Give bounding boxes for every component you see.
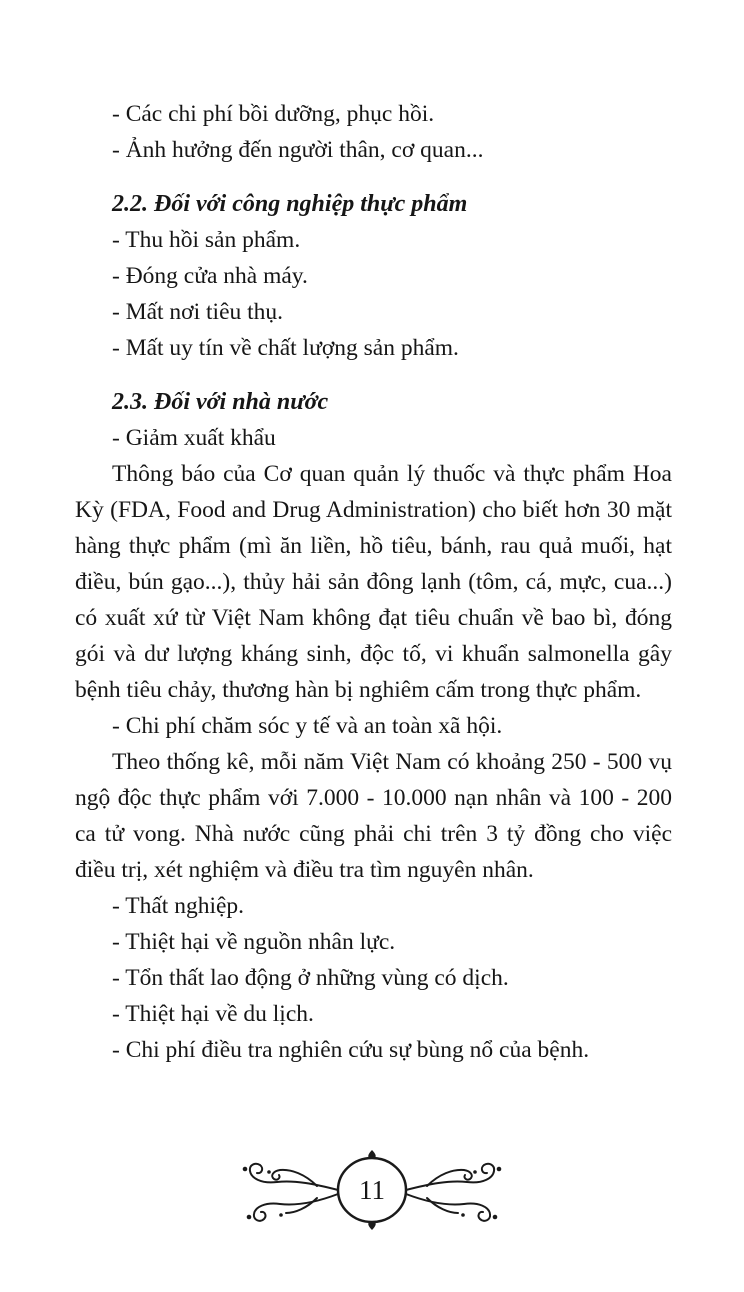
body-paragraph: Thông báo của Cơ quan quản lý thuốc và thực phẩm Hoa Kỳ (FDA, Food and Drug Administration) cho biết hơn 30 mặt hàng thực phẩm (mì ăn liền, hồ tiêu, bánh, rau quả muối, hạt điều, bún gạo...), thủy hải sản đông lạnh (tôm, cá, mực, cua...) có xuất xứ từ Việt Nam không đạt tiêu chuẩn về bao bì, đóng gói và dư lượng kháng sinh, độc tố, vi khuẩn salmonella gây bệnh tiêu chảy, thương hàn bị nghiêm cấm trong thực phẩm.: [75, 461, 672, 703]
list-item: - Tổn thất lao động ở những vùng có dịch.: [112, 965, 509, 991]
list-item: - Thất nghiệp.: [112, 893, 245, 919]
list-item: - Ảnh hưởng đến người thân, cơ quan...: [112, 137, 484, 163]
page-number: 11: [359, 1175, 385, 1205]
list-item: - Đóng cửa nhà máy.: [112, 263, 308, 289]
list-item: - Chi phí điều tra nghiên cứu sự bùng nổ của bệnh.: [112, 1037, 590, 1063]
list-item: - Các chi phí bồi dưỡng, phục hồi.: [112, 101, 435, 127]
section-heading-2-3: 2.3. Đối với nhà nước: [112, 389, 329, 415]
page-ornament: [217, 1144, 527, 1236]
list-item: - Giảm xuất khẩu: [112, 425, 276, 451]
page-footer: [0, 1144, 744, 1236]
list-item: - Mất uy tín về chất lượng sản phẩm.: [112, 335, 459, 361]
page-number-medallion: [338, 1150, 406, 1230]
list-item: - Mất nơi tiêu thụ.: [112, 299, 284, 325]
section-heading-2-2: 2.2. Đối với công nghiệp thực phẩm: [112, 191, 468, 217]
list-item: - Thu hồi sản phẩm.: [112, 227, 301, 253]
flourish-right-icon: [406, 1164, 501, 1221]
body-paragraph: Theo thống kê, mỗi năm Việt Nam có khoảng 250 - 500 vụ ngộ độc thực phẩm với 7.000 - 10.000 nạn nhân và 100 - 200 ca tử vong. Nhà nước cũng phải chi trên 3 tỷ đồng cho việc điều trị, xét nghiệm và điều tra tìm nguyên nhân.: [75, 749, 672, 883]
list-item: - Thiệt hại về nguồn nhân lực.: [112, 929, 396, 955]
list-item: - Chi phí chăm sóc y tế và an toàn xã hội.: [112, 713, 503, 739]
list-item: - Thiệt hại về du lịch.: [112, 1001, 314, 1027]
flourish-left-icon: [243, 1164, 338, 1221]
